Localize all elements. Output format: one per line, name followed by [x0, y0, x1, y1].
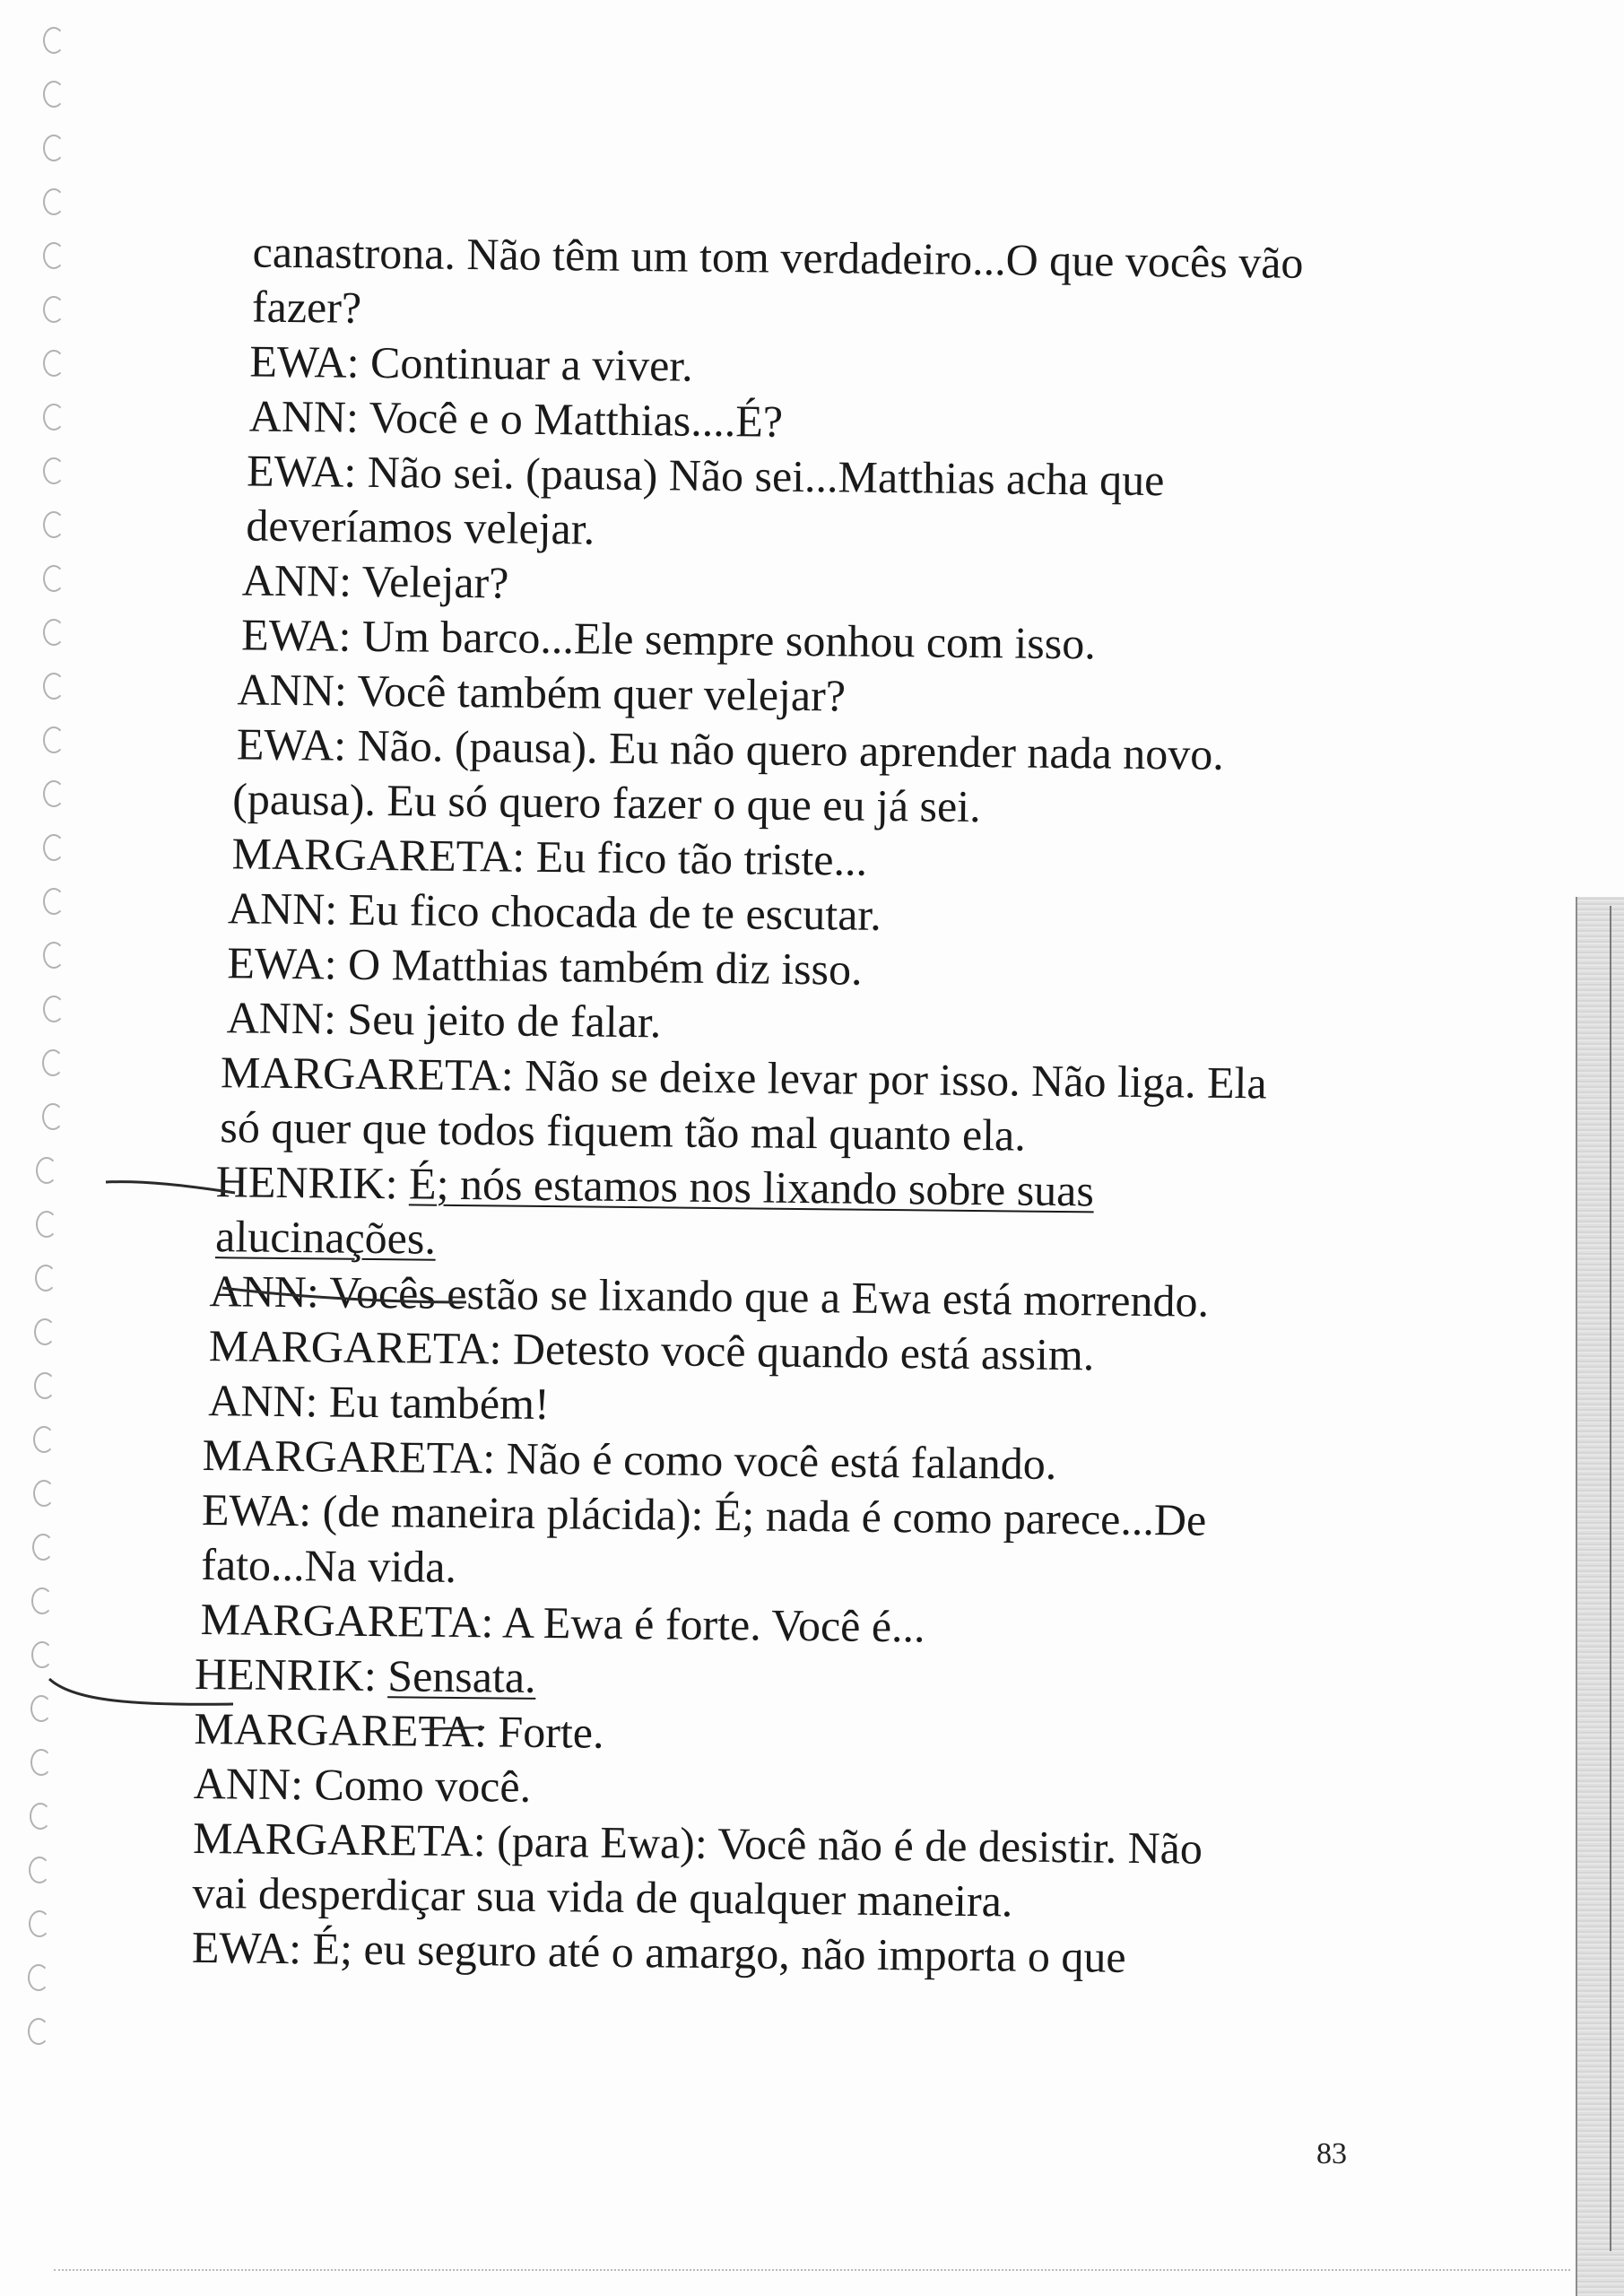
- script-line: ANN: Velejar?: [241, 554, 509, 608]
- binder-hole: [28, 1964, 49, 1991]
- binder-hole: [30, 1695, 52, 1722]
- script-line: EWA: Não sei. (pausa) Não sei...Matthias acha que: [246, 445, 1165, 506]
- binder-hole: [33, 1426, 55, 1453]
- binder-hole: [29, 1857, 50, 1883]
- script-text: [188, 224, 1444, 1987]
- script-line: MARGARETA: A Ewa é forte. Você é...: [200, 1594, 925, 1652]
- script-line: fato...Na vida.: [201, 1539, 457, 1593]
- speaker-label: HENRIK:: [215, 1156, 410, 1209]
- script-line: vai desperdiçar sua vida de qualquer maneira.: [192, 1866, 1013, 1926]
- scan-bottom-edge: [54, 2269, 1570, 2271]
- script-line: MARGARETA: Não é como você está falando.: [202, 1430, 1057, 1490]
- binder-hole: [43, 404, 65, 430]
- binder-hole: [34, 1372, 56, 1399]
- binder-hole: [43, 942, 65, 969]
- binder-hole: [43, 834, 65, 861]
- underlined-text: alucinações.: [214, 1211, 437, 1264]
- binder-hole: [34, 1318, 56, 1345]
- binder-hole: [32, 1534, 54, 1561]
- speaker-label: HENRIK:: [194, 1648, 388, 1701]
- binder-hole: [43, 457, 65, 484]
- binder-hole: [31, 1641, 53, 1668]
- binder-hole: [43, 188, 65, 215]
- binder-hole: [43, 296, 65, 323]
- script-line: EWA: Não. (pausa). Eu não quero aprender nada novo.: [236, 718, 1225, 779]
- binder-hole: [43, 673, 65, 700]
- script-line: MARGARETA: Forte.: [194, 1702, 604, 1758]
- underlined-text: Sensata.: [387, 1650, 536, 1702]
- binder-hole: [43, 242, 65, 269]
- underlined-text: É; nós estamos nos lixando sobre suas: [408, 1158, 1095, 1216]
- binder-hole: [43, 511, 65, 538]
- binder-hole: [36, 1211, 57, 1238]
- page-number: 83: [1316, 2137, 1347, 2170]
- script-line: ANN: Você e o Matthias....É?: [248, 390, 784, 447]
- binder-hole: [31, 1587, 53, 1614]
- script-line: ANN: Eu fico chocada de te escutar.: [227, 883, 882, 940]
- binder-hole: [43, 996, 65, 1022]
- script-line: MARGARETA: Detesto você quando está assim.: [208, 1320, 1095, 1380]
- binder-hole: [30, 1803, 51, 1830]
- script-line: canastrona. Não têm um tom verdadeiro...O que vocês vão: [252, 226, 1304, 288]
- binder-hole: [29, 1910, 50, 1937]
- script-line: MARGARETA: (para Ewa): Você não é de desistir. Não: [192, 1812, 1203, 1874]
- binder-hole: [43, 780, 65, 807]
- script-line: só quer que todos fiquem tão mal quanto ela.: [220, 1101, 1027, 1161]
- script-line: ANN: Como você.: [193, 1757, 532, 1812]
- script-line: EWA: (de maneira plácida): É; nada é como parece...De: [201, 1484, 1207, 1545]
- script-line: deveríamos velejar.: [246, 500, 595, 554]
- script-line: ANN: Seu jeito de falar.: [226, 992, 662, 1048]
- script-line: ANN: Você também quer velejar?: [237, 664, 847, 721]
- binder-hole: [36, 1157, 57, 1184]
- binder-hole: [42, 1049, 64, 1076]
- binder-holes: [27, 27, 81, 2090]
- binder-hole: [30, 1749, 52, 1776]
- binder-hole: [42, 1103, 64, 1130]
- binder-hole: [43, 135, 65, 161]
- script-line: ANN: Eu também!: [207, 1375, 551, 1430]
- binder-hole: [43, 619, 65, 646]
- binder-hole: [43, 888, 65, 915]
- script-line: (pausa). Eu só quero fazer o que eu já sei.: [232, 773, 981, 832]
- binder-hole: [28, 2018, 49, 2045]
- script-line: fazer?: [251, 281, 362, 333]
- script-line: EWA: Continuar a viver.: [249, 335, 694, 391]
- scan-edge-shadow: [1576, 897, 1624, 2296]
- script-line: ANN: Vocês estão se lixando que a Ewa está morrendo.: [209, 1265, 1210, 1326]
- script-line: MARGARETA: Eu fico tão triste...: [231, 828, 868, 885]
- script-line: EWA: É; eu seguro até o amargo, não importa o que: [191, 1921, 1126, 1982]
- binder-hole: [43, 81, 65, 108]
- binder-hole: [35, 1265, 56, 1292]
- binder-hole: [43, 350, 65, 377]
- script-line: EWA: Um barco...Ele sempre sonhou com isso.: [240, 609, 1097, 669]
- scan-edge-line: [1610, 906, 1611, 2251]
- script-line: MARGARETA: Não se deixe levar por isso. Não liga. Ela: [220, 1047, 1267, 1109]
- script-line: EWA: O Matthias também diz isso.: [227, 937, 863, 995]
- binder-hole: [43, 27, 65, 54]
- binder-hole: [43, 726, 65, 753]
- binder-hole: [33, 1480, 55, 1507]
- binder-hole: [43, 565, 65, 592]
